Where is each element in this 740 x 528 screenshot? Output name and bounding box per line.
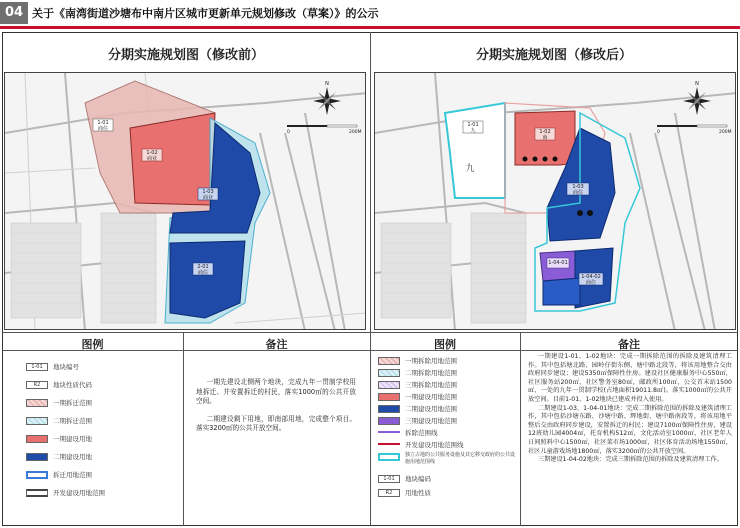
left-legend-item-phase2-demolish: 二期拆迁范围: [26, 416, 92, 425]
svg-text:N: N: [695, 81, 699, 87]
svg-text:商业: 商业: [146, 156, 158, 162]
right-notes: [528, 353, 732, 465]
right-map-title: 分期实施规划图（修改后）: [475, 48, 632, 63]
left-legend-item-plot-code: 1-01 地块编号: [26, 362, 79, 371]
header-bar: [0, 0, 740, 26]
right-legend-item-plot-code: 1-01 地块编码: [378, 474, 431, 483]
left-legend-item-demolish-boundary: 拆迁用地范围: [26, 470, 92, 479]
right-label-p1b: 九: [465, 164, 475, 174]
right-legend-item-phase2-demolish: 二期拆除用地范围: [378, 368, 457, 377]
svg-text:商业: 商业: [202, 195, 214, 201]
right-legend-item-dev-line: 开发建设用地范围线: [378, 440, 464, 449]
left-legend-item-dev-boundary: 开发建设用地范围: [26, 488, 105, 497]
left-map-drawing: [5, 73, 366, 330]
right-legend-item-phase1-build: 一期建设用地范围: [378, 392, 457, 401]
svg-text:商住: 商住: [585, 280, 597, 286]
left-map: [4, 72, 366, 330]
right-legend-item-phase3-demolish: 三期拆除用地范围: [378, 380, 457, 389]
left-legend-header: 图例: [81, 338, 104, 351]
right-legend-item-public-line: 独立占地的公共服务设施及其它移交政府的公共设施用地范围线: [378, 452, 516, 466]
right-legend-item-phase1-demolish: 一期拆除用地范围: [378, 356, 457, 365]
right-legend-item-land-code: R2 用地性质: [378, 488, 431, 497]
svg-text:商住: 商住: [197, 270, 209, 276]
svg-text:商住: 商住: [97, 126, 109, 132]
right-note-phase2: 二期建设1-03、1-04-01地块：完成二期拆除范围的拆除及建筑清理工作，其中包括沙塘东路、沙塘中路、辉地街、塘中路南段等，将该用地平整后交由政府同步建设，安置拆迁的村民；建设7100㎡保障性住房，建设12班幼儿园4004㎡，托育机构512㎡，文化活动室1000㎡，社区老年人日间照料中心1500㎡，社区菜市场1000㎡，社区体育活动场地1550㎡，社区儿童游戏场地1800㎡，落实3200㎡的公共开放空间。: [528, 404, 732, 455]
left-note-phase1: 一期先建设北侧两个地块，完成九年一贯制学校用地拆迁、并安置拆迁的村民，落实1000㎡的公共开放空间。: [196, 378, 356, 406]
svg-text:200M: 200M: [349, 130, 362, 135]
right-label-p2: 1-02: [539, 129, 551, 135]
right-label-p5: 1-04-01: [548, 260, 568, 266]
right-school-parcel: [445, 103, 505, 198]
left-label-p3: 1-03: [202, 189, 214, 195]
left-label-p2: 1-02: [146, 150, 158, 156]
left-legend-item-phase1-demolish: 一期拆迁范围: [26, 398, 92, 407]
right-legend-item-phase2-build: 二期建设用地范围: [378, 404, 457, 413]
left-legend-item-phase1-build: 一期建设用地: [26, 434, 92, 443]
header-divider: [0, 26, 740, 29]
left-label-p4: 2-01: [197, 264, 209, 270]
page-number: 04: [0, 2, 28, 24]
svg-text:九: 九: [470, 128, 476, 134]
left-label-p1: 1-01: [97, 120, 109, 126]
right-notes-header: 备注: [618, 338, 640, 351]
right-label-p1: 1-01: [467, 122, 479, 128]
left-notes-header: 备注: [265, 338, 288, 351]
right-map: [374, 72, 736, 330]
right-label-p4: 1-04-02: [581, 274, 601, 280]
svg-text:0: 0: [657, 130, 660, 135]
right-legend-item-phase3-build: 三期建设用地范围: [378, 416, 457, 425]
right-note-phase3: 三期建设1-04-02地块：完成三期拆除范围的拆除及建筑清理工作。: [537, 456, 723, 464]
right-legend-item-demolish-line: 拆除范围线: [378, 428, 438, 437]
right-legend-header: 图例: [434, 338, 456, 351]
svg-text:N: N: [325, 81, 329, 87]
right-label-p3: 1-03: [572, 184, 584, 190]
right-note-phase1: 一期建设1-01、1-02地块：完成一期拆除范围的拆除及建筑清理工作。其中包括塘北路、园岭仔街东侧、塘中路北段等，将该用地整合交由政府同步建设；建设5350㎡保障性住房。建设社区健康服务中心550㎡，社区服务站200㎡，社区警务室80㎡，邮政所100㎡，公交首末站1500㎡，一处的九年一贯制学校(占地面积19011.8㎡)。落实1000㎡的公共开放空间。目前1-01、1-02地块已建成并投入使用。: [528, 353, 732, 403]
left-legend-item-land-code: R2 地块性质代码: [26, 380, 92, 389]
document-title: 关于《南湾街道沙塘布中南片区城市更新单元规划修改（草案）》的公示: [32, 7, 379, 20]
svg-text:商: 商: [542, 135, 548, 141]
svg-text:200M: 200M: [719, 130, 732, 135]
left-notes: [196, 378, 356, 434]
left-map-title: 分期实施规划图（修改前）: [107, 48, 264, 63]
svg-text:0: 0: [287, 130, 290, 135]
svg-text:商住: 商住: [572, 190, 584, 196]
left-note-phase2: 二期建设剩下用地，即南部用地，完成整个项目。落实3200㎡的公共开放空间。: [196, 414, 356, 433]
right-map-drawing: [375, 73, 736, 330]
left-legend-item-phase2-build: 二期建设用地: [26, 452, 92, 461]
